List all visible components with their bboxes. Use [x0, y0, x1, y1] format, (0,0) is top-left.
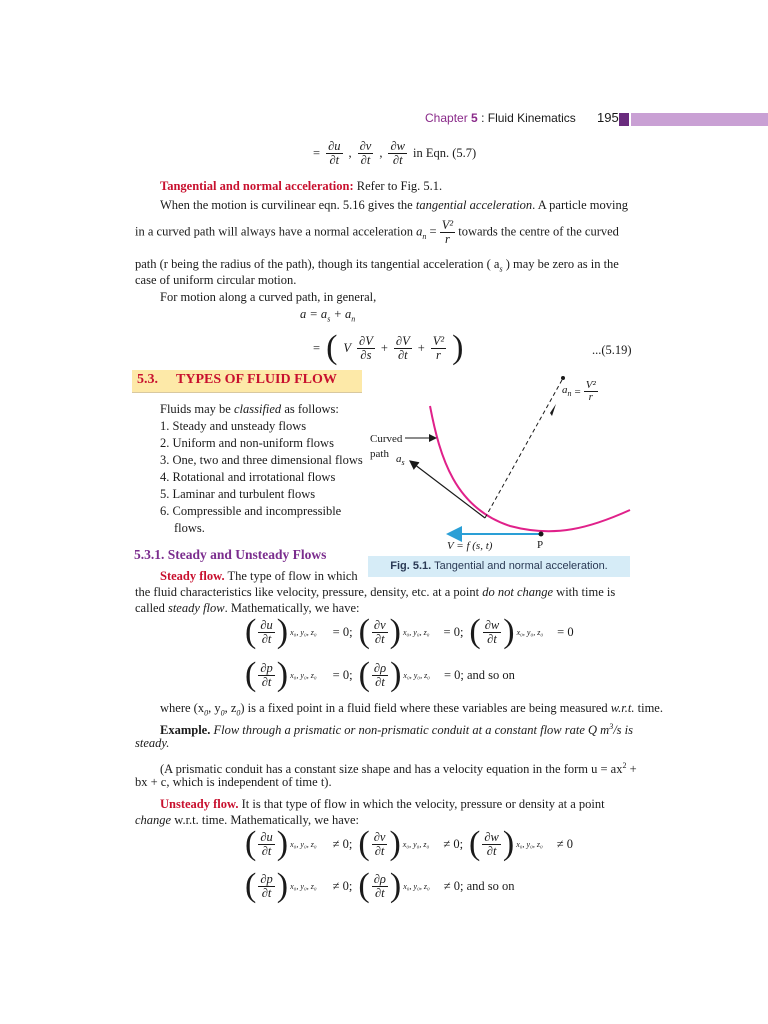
- steady-equations-row1: ( $\frac{\partial u}{\partial t}$ ) x₀, y₀, z₀ = 0; ( $\frac{\partial v}{\partial t}$ ) x₀, y₀, z₀ = 0; ( $\frac{\partial w}{\partial t}$ ) x₀, y₀, z₀ = 0: [245, 613, 574, 650]
- tangential-line1: When the motion is curvilinear eqn. 5.16 gives the tangential acceleration. A particle moving: [160, 198, 628, 212]
- section-intro: Fluids may be classified as follows:: [160, 402, 339, 416]
- subsection-heading: 5.3.1. Steady and Unsteady Flows: [134, 547, 327, 562]
- steady-line1: Steady flow. The type of flow in which: [160, 569, 358, 583]
- where-line: where ($x_0$, $y_0$, $z_0$) is a fixed point in a fluid field where these variables are being measured w.r.t. time.: [160, 701, 663, 718]
- list-item: 4. Rotational and irrotational flows: [160, 470, 336, 484]
- page-number: 195: [597, 110, 619, 125]
- normal-acceleration-arrow: [485, 380, 562, 518]
- list-item: flows.: [174, 521, 205, 535]
- list-item: 2. Uniform and non-uniform flows: [160, 436, 334, 450]
- example-line1: Example. Flow through a prismatic or non-prismatic conduit at a constant flow rate Q $m^3/s$ is: [160, 722, 634, 738]
- equation-derivatives: = $\frac{\partial u}{\partial t}$ , $\frac{\partial v}{\partial t}$ , $\frac{\partial w}{\partial t}$ in Eqn. (5.7): [313, 139, 477, 167]
- section-title: TYPES OF FLUID FLOW: [176, 372, 337, 387]
- list-item: 5. Laminar and turbulent flows: [160, 487, 316, 501]
- flow-types-list: [160, 418, 363, 537]
- section-heading-divider: [132, 392, 362, 393]
- tangential-line3: path (r being the radius of the path), though its tangential acceleration ( $a_s$ ) may be zero as in the: [135, 257, 619, 274]
- figure-curved-label: Curved: [370, 433, 403, 445]
- fraction: $\frac{\partial V}{\partial t}$: [395, 333, 410, 362]
- unsteady-line2: change w.r.t. time. Mathematically, we have:: [135, 813, 360, 827]
- tangential-line5: For motion along a curved path, in general,: [160, 290, 377, 304]
- section-heading: [132, 370, 362, 392]
- tangential-paragraph: Tangential and normal acceleration: Refer to Fig. 5.1.: [160, 179, 443, 193]
- figure-an-label: $a_n$ = $\frac{\text{V²}}{r}$: [562, 379, 596, 403]
- fraction: $\frac{\text{V²}}{r}$: [432, 333, 445, 362]
- list-item: 3. One, two and three dimensional flows: [160, 453, 363, 467]
- header-chapter: Chapter 5 : Fluid Kinematics: [425, 111, 576, 125]
- fraction: $\frac{\partial w}{\partial t}$: [390, 139, 405, 167]
- figure-p-label: P: [537, 539, 544, 551]
- steady-line2: the fluid characteristics like velocity, pressure, density, etc. at a point do not change with time is: [135, 585, 616, 599]
- fraction: $\frac{\text{V²}}{r}$: [441, 218, 454, 246]
- figure-path-label: path: [370, 448, 389, 460]
- point-p: [539, 532, 544, 537]
- header-block: [619, 113, 629, 126]
- figure-velocity-label: V = f (s, t): [447, 540, 493, 552]
- tangential-line2: in a curved path will always have a normal acceleration $a_n$ = $\frac{\text{V²}}{r}$ towards the centre of the curved: [135, 218, 619, 246]
- list-item: 1. Steady and unsteady flows: [160, 419, 307, 433]
- unsteady-equations-row1: ( $\frac{\partial u}{\partial t}$ ) x₀, y₀, z₀ ≠ 0; ( $\frac{\partial v}{\partial t}$ ) x₀, y₀, z₀ ≠ 0; ( $\frac{\partial w}{\partial t}$ ) x₀, y₀, z₀ ≠ 0: [245, 825, 574, 862]
- steady-equations-row2: ( $\frac{\partial p}{\partial t}$ ) x₀, y₀, z₀ = 0; ( $\frac{\partial\rho}{\partial t}$ ) x₀, y₀, z₀ = 0; and so on: [245, 656, 515, 693]
- curved-path: [430, 406, 630, 531]
- example-note1: (A prismatic conduit has a constant size shape and has a velocity equation in the form $u = ax^2$ +: [160, 761, 637, 777]
- figure-as-label: $a_s$: [396, 453, 405, 468]
- tangential-heading: Tangential and normal acceleration:: [160, 179, 354, 193]
- header-bar: [631, 113, 768, 126]
- unsteady-line1: Unsteady flow. It is that type of flow in which the velocity, pressure or density at a point: [160, 797, 605, 811]
- example-note2: bx + c, which is independent of time t).: [135, 775, 332, 789]
- equation-accel-sum: $a = a_s + a_n$: [300, 307, 356, 324]
- fraction: $\frac{\partial v}{\partial t}$: [359, 139, 372, 167]
- figure-caption: Fig. 5.1. Tangential and normal acceleration.: [368, 556, 630, 577]
- fraction: $\frac{\partial V}{\partial s}$: [359, 333, 373, 362]
- example-line2: steady.: [135, 736, 170, 750]
- tangential-line4: case of uniform circular motion.: [135, 273, 297, 287]
- steady-line3: called steady flow. Mathematically, we have:: [135, 601, 360, 615]
- section-number: 5.3.: [137, 372, 158, 387]
- unsteady-equations-row2: ( $\frac{\partial p}{\partial t}$ ) x₀, y₀, z₀ ≠ 0; ( $\frac{\partial\rho}{\partial t}$ ) x₀, y₀, z₀ ≠ 0; and so on: [245, 867, 515, 904]
- list-item: 6. Compressible and incompressible: [160, 504, 342, 518]
- fraction: $\frac{\partial u}{\partial t}$: [328, 139, 341, 167]
- equation-tag: ...(5.19): [592, 343, 632, 357]
- equation-accel-expanded: = ( V $\frac{\partial V}{\partial s}$ + $\frac{\partial V}{\partial t}$ + $\frac{\text{V²}}{r}$ ): [313, 329, 464, 366]
- fraction: $\frac{\text{V²}}{r}$: [585, 379, 596, 403]
